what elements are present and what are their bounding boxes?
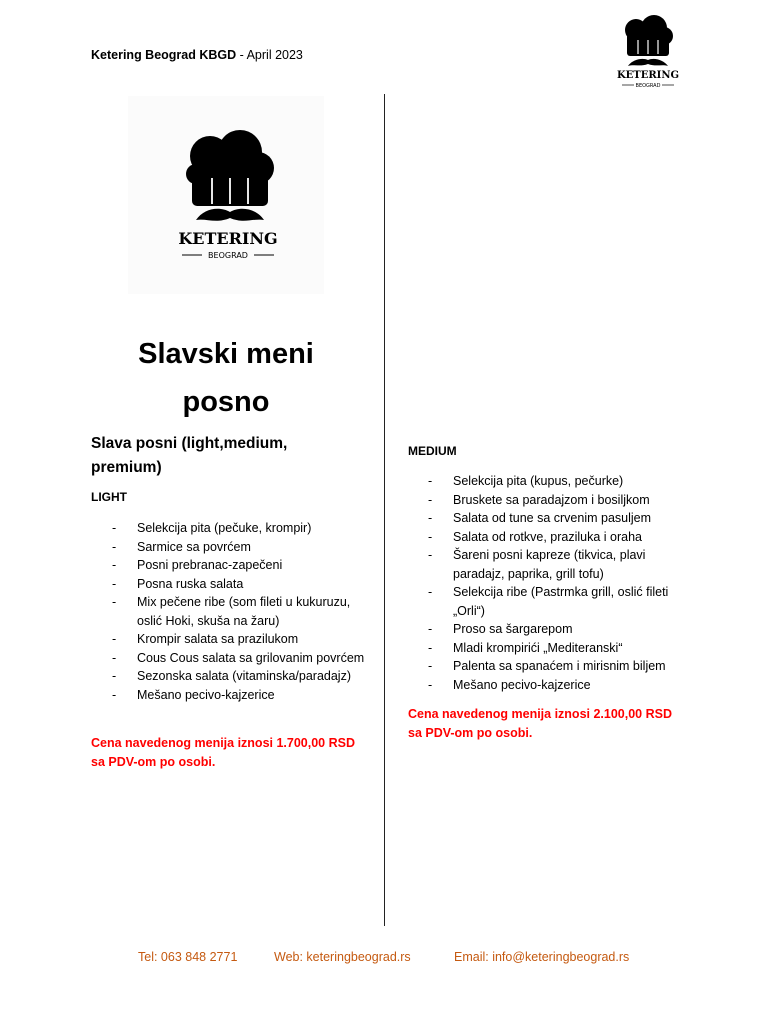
header-separator: - [239,48,247,62]
menu-subtitle: Slava posni (light,medium, premium) [91,435,288,476]
title-line-2: posno [182,386,270,418]
list-item: - Proso sa šargarepom [428,620,678,639]
medium-price-note: Cena navedenog menija iznosi 2.100,00 RSD sa PDV-om po osobi. [408,707,672,740]
chef-hat-icon [186,130,274,206]
light-price-note: Cena navedenog menija iznosi 1.700,00 RSD sa PDV-om po osobi. [91,736,355,769]
ketering-logo-small [614,14,682,92]
list-item: - Krompir salata sa prazilukom [112,630,372,649]
list-item: - Salata od tune sa crvenim pasuljem [428,509,678,528]
list-item: - Mix pečene ribe (som fileti u kukuruzu, oslić Hoki, skuša na žaru) [112,593,372,630]
footer-website[interactable]: Web: keteringbeograd.rs [274,950,411,964]
footer-phone: Tel: 063 848 2771 [138,950,238,964]
list-item: - Mešano pecivo-kajzerice [112,686,372,705]
ketering-logo-large [170,128,286,262]
list-item: - Šareni posni kapreze (tikvica, plavi paradajz, paprika, grill tofu) [428,546,678,583]
logo-sub-text: BEOGRAD [208,251,248,260]
list-item: - Selekcija pita (pečuke, krompir) [112,519,372,538]
list-item: - Palenta sa spanaćem i mirisnim biljem [428,657,678,676]
title-line-1: Slavski meni [138,338,314,370]
list-item: - Sarmice sa povrćem [112,538,372,557]
document-date: April 2023 [246,48,303,62]
document-header [91,48,303,62]
list-item: - Posna ruska salata [112,575,372,594]
list-item: - Sezonska salata (vitaminska/paradajz) [112,667,372,686]
list-item: - Posni prebranac-zapečeni [112,556,372,575]
column-divider [384,94,385,926]
mustache-icon [628,59,668,66]
page-title [126,330,326,426]
medium-menu-list [428,472,678,694]
list-item: - Mešano pecivo-kajzerice [428,676,678,695]
list-item: - Cous Cous salata sa grilovanim povrćem [112,649,372,668]
light-section-label: LIGHT [91,490,127,504]
medium-section-label: MEDIUM [408,444,457,458]
logo-sub-text: BEOGRAD [635,83,661,89]
logo-brand-text: KETERING [178,229,278,248]
footer-email[interactable]: Email: info@keteringbeograd.rs [454,950,630,964]
light-menu-list [112,519,372,704]
list-item: - Selekcija ribe (Pastrmka grill, oslić fileti „Orli“) [428,583,678,620]
logo-brand-text: KETERING [616,70,680,81]
list-item: - Selekcija pita (kupus, pečurke) [428,472,678,491]
list-item: - Mladi krompirići „Mediteranski“ [428,639,678,658]
company-name: Ketering Beograd KBGD [91,48,237,62]
list-item: - Salata od rotkve, praziluka i oraha [428,528,678,547]
mustache-icon [196,209,264,221]
list-item: - Bruskete sa paradajzom i bosiljkom [428,491,678,510]
chef-hat-icon [625,15,673,56]
